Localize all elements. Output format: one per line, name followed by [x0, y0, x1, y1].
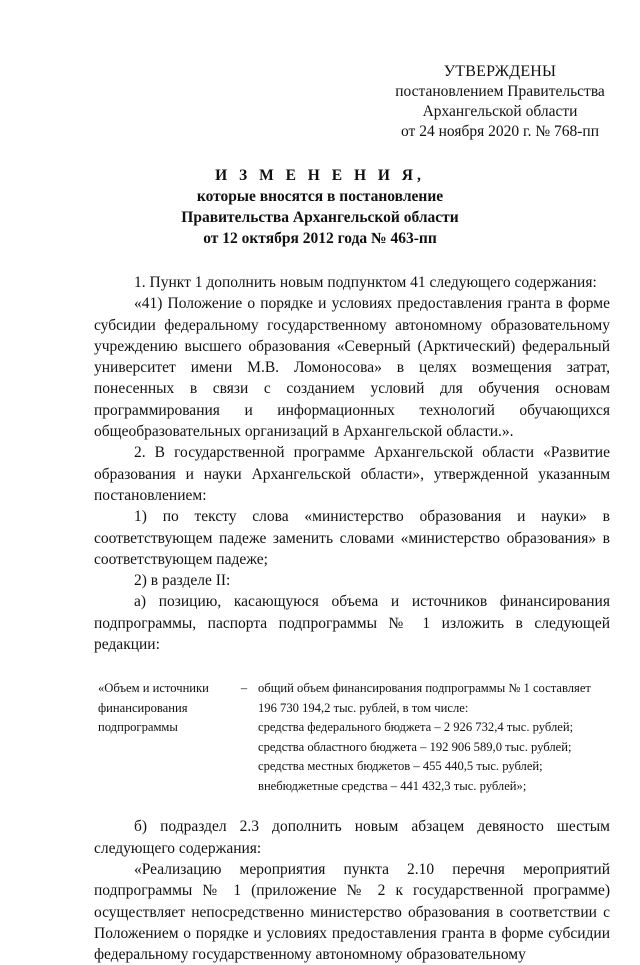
table-line: 196 730 194,2 тыс. рублей, в том числе: [258, 700, 469, 715]
approval-line: постановлением Правительства [395, 83, 605, 100]
table-label-line: «Объем и источники [98, 681, 209, 696]
title-heading: И З М Е Н Е Н И Я, [215, 167, 425, 184]
table-line: средства местных бюджетов – 455 440,5 тыс. рублей; [258, 759, 543, 774]
paragraph-5: 2) в разделе II: [134, 572, 231, 590]
approval-heading: УТВЕРЖДЕНЫ [443, 63, 557, 80]
table-line: средства федерального бюджета – 2 926 732,4 тыс. рублей; [258, 720, 574, 735]
table-line: общий объем финансирования подпрограммы № 1 составляет [258, 681, 591, 696]
approval-stamp [380, 62, 620, 142]
table-line: средства областного бюджета – 192 906 589,0 тыс. рублей; [258, 739, 572, 754]
financing-table [94, 679, 610, 796]
table-label [94, 679, 230, 796]
paragraph-6: а) позицию, касающуюся объема и источников финансирования подпрограммы, паспорта подпрограммы № 1 изложить в следующей редакции: [94, 593, 610, 654]
paragraph-1: 1. Пункт 1 дополнить новым подпунктом 41 следующего содержания: [134, 274, 597, 291]
table-line: внебюджетные средства – 441 432,3 тыс. рублей»; [258, 778, 527, 793]
table-label-line: финансирования [98, 700, 188, 715]
table-content [258, 679, 610, 796]
paragraph-8: «Реализацию мероприятия пункта 2.10 перечня мероприятий подпрограммы № 1 (приложение № 2 к государственной программе) осуществляет непосредственно министерство образования в соответствии с Положением о порядке и условиях предоставления гранта в форме субсидии федеральному государственному автономному образовательному [94, 860, 610, 964]
paragraph-4: 1) по тексту слова «министерство образования и науки» в соответствующем падеже заменить словами «министерство образования» в соответствующем падеже; [94, 508, 610, 568]
table-dash: – [240, 681, 248, 696]
table-label-line: подпрограммы [98, 720, 178, 735]
paragraph-7: б) подраздел 2.3 дополнить новым абзацем девяносто шестым следующего содержания: [94, 818, 610, 857]
approval-date: от 24 ноября 2020 г. № 768-пп [401, 123, 599, 140]
paragraph-2: «41) Положение о порядке и условиях предоставления гранта в форме субсидии федеральному государственному автономному образовательному учреждению высшего образования «Северный (Арктический) федеральный университет имени М.В. Ломоносова» в целях возмещения затрат, понесенных в связи с созданием условий для обучения основам программирования и информационных технологий обучающихся общеобразовательных организаций в Архангельской области.». [94, 295, 610, 441]
paragraph-3: 2. В государственной программе Архангельской области «Развитие образования и науки Архангельской области», утвержденной указанным постановлением: [94, 444, 610, 504]
title-line: которые вносятся в постановление [196, 188, 444, 205]
document-body [94, 272, 610, 965]
title-line: от 12 октября 2012 года № 463-пп [203, 230, 437, 247]
document-title [0, 165, 640, 249]
title-line: Правительства Архангельской области [181, 209, 459, 226]
approval-line: Архангельской области [422, 103, 578, 120]
